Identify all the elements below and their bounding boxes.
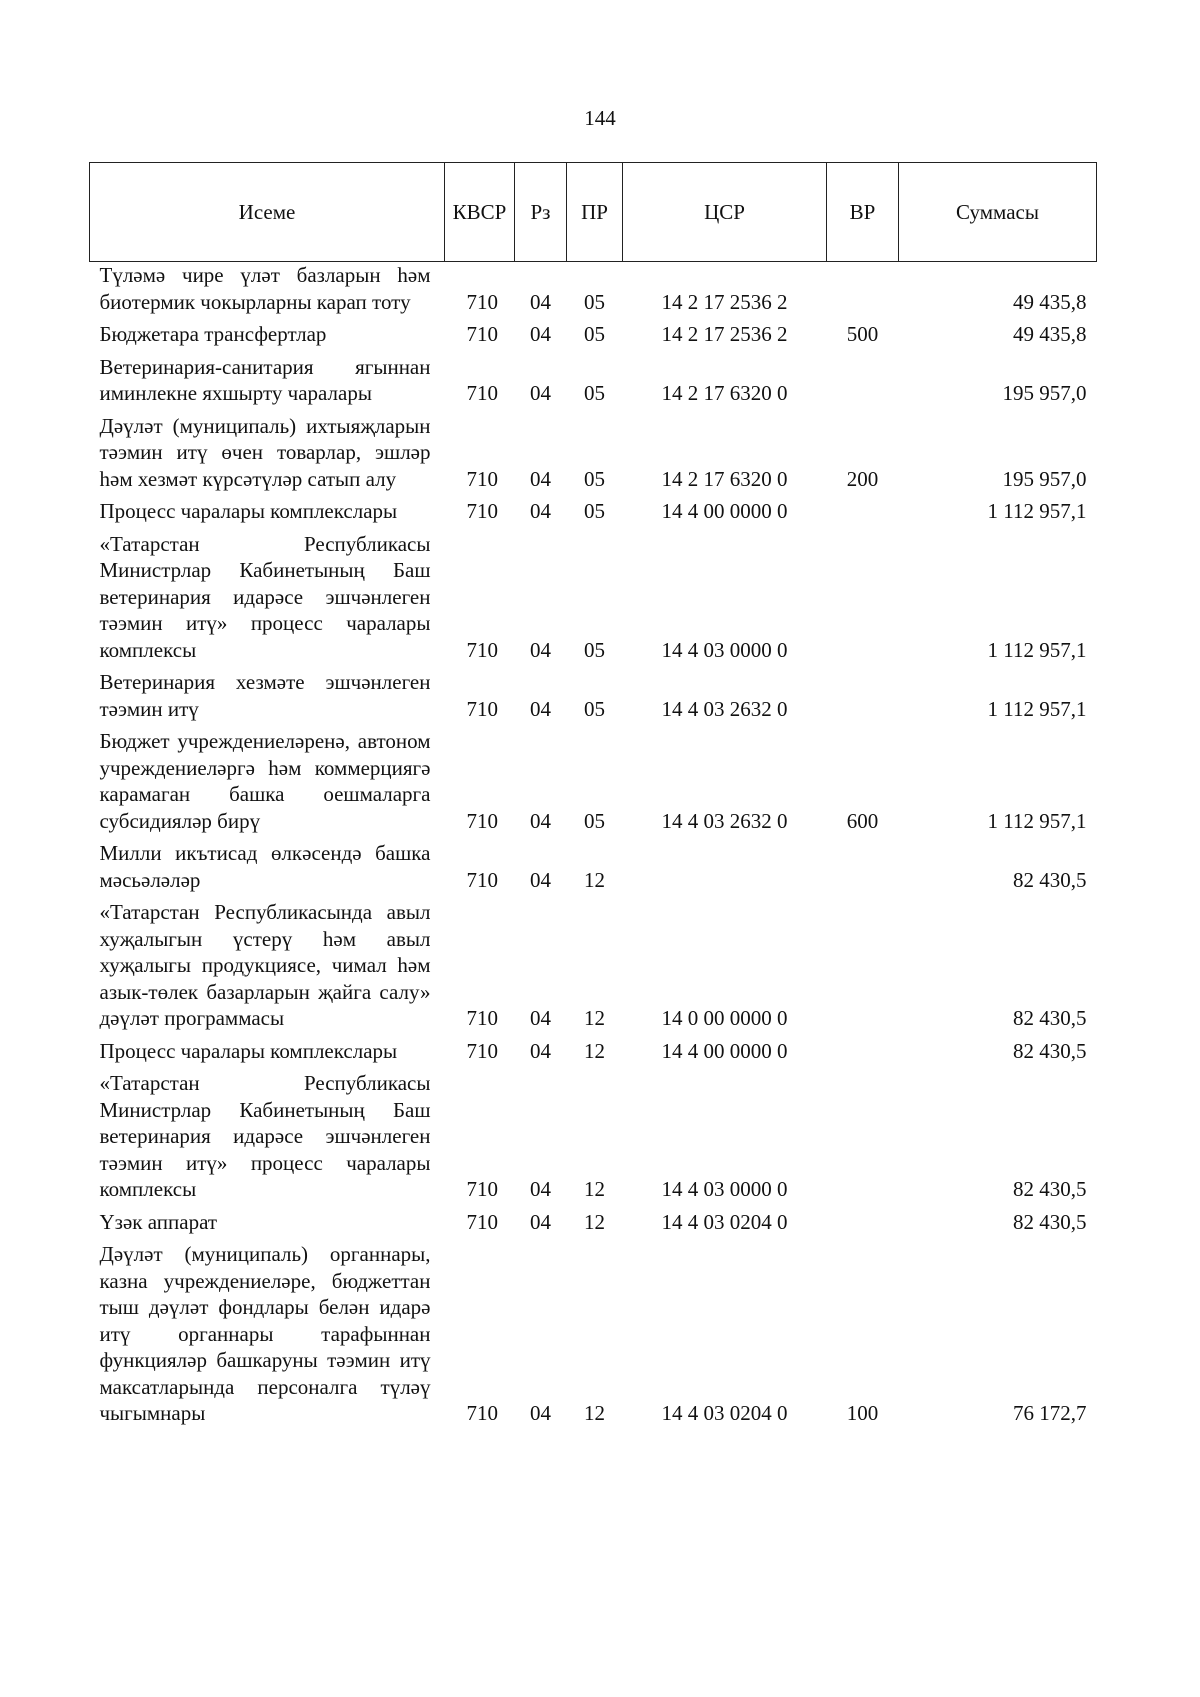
- cell-sum: 195 957,0: [1002, 466, 1087, 491]
- header-sum: Суммасы: [899, 163, 1097, 262]
- cell-pr: 05: [584, 696, 605, 721]
- table-row: [90, 531, 1097, 670]
- cell-vr: [827, 354, 899, 413]
- cell-sum: 1 112 957,1: [987, 808, 1087, 833]
- cell-rz: 04: [530, 381, 551, 405]
- cell-pr: 05: [584, 808, 605, 833]
- cell-rz: 04: [530, 499, 551, 523]
- cell-vr: [827, 498, 899, 531]
- cell-name: Бюджет учреждениеләренә, автоном учреждениеләргә һәм коммерциягә карамаган башка оешмаларга субсидияләр бирү: [99, 729, 431, 833]
- cell-vr: 100: [846, 1401, 879, 1425]
- cell-name: Үзәк аппарат: [99, 1209, 218, 1234]
- cell-sum: 82 430,5: [1013, 1209, 1087, 1234]
- table-row: [90, 1070, 1097, 1209]
- cell-pr: 12: [584, 867, 605, 892]
- cell-vr: [827, 840, 899, 899]
- cell-rz: 04: [530, 1038, 551, 1063]
- header-pr: ПР: [567, 163, 623, 262]
- cell-name: Милли икътисад өлкәсендә башка мәсьәләләр: [99, 841, 431, 892]
- page-number: 144: [584, 106, 616, 130]
- cell-name: Дәүләт (муниципаль) органнары, казна учреждениеләре, бюджеттан тыш дәүләт фондлары белән идарә итү органнары тарафыннан функцияләр башкаруны тәэмин итү максатларында персоналга түләү чыгымнары: [99, 1242, 431, 1425]
- cell-rz: 04: [530, 867, 551, 892]
- cell-kvsr: 710: [466, 1177, 498, 1201]
- cell-csr: 14 2 17 6320 0: [661, 466, 788, 491]
- cell-sum: 195 957,0: [1002, 381, 1087, 405]
- cell-name: Бюджетара трансфертлар: [99, 322, 327, 346]
- cell-kvsr: 710: [466, 1006, 498, 1030]
- cell-vr: [827, 899, 899, 1038]
- cell-name: Ветеринария хезмәте эшчәнлеген тәэмин итү: [99, 670, 431, 721]
- table-row: [90, 1209, 1097, 1242]
- cell-kvsr: 710: [466, 289, 498, 314]
- cell-pr: 12: [584, 1038, 605, 1063]
- header-name: Исеме: [90, 163, 445, 262]
- cell-vr: [827, 531, 899, 670]
- cell-name: Ветеринария-санитария ягыннан иминлекне яхшырту чаралары: [99, 354, 431, 405]
- cell-pr: 05: [584, 466, 605, 491]
- cell-vr: 600: [846, 808, 879, 833]
- cell-kvsr: 710: [466, 696, 498, 721]
- cell-sum: 82 430,5: [1013, 1038, 1087, 1063]
- cell-vr: [827, 262, 899, 322]
- cell-vr: [827, 669, 899, 728]
- table-row: [90, 413, 1097, 499]
- cell-rz: 04: [530, 289, 551, 314]
- cell-csr: 14 2 17 6320 0: [661, 381, 788, 405]
- cell-csr: 14 4 03 2632 0: [661, 696, 788, 721]
- cell-name: «Татарстан Республикасы Министрлар Кабинетының Баш ветеринария идарәсе эшчәнлеген тәэмин итү» процесс чаралары комплексы: [99, 531, 431, 662]
- cell-name: «Татарстан Республикасы Министрлар Кабинетының Баш ветеринария идарәсе эшчәнлеген тәэмин итү» процесс чаралары комплексы: [99, 1071, 431, 1201]
- cell-rz: 04: [530, 1006, 551, 1030]
- cell-rz: 04: [530, 696, 551, 721]
- cell-csr: 14 4 00 0000 0: [661, 1038, 788, 1063]
- cell-pr: 12: [584, 1006, 605, 1030]
- table-header: [90, 163, 1097, 262]
- cell-name: Процесс чаралары комплекслары: [99, 499, 398, 523]
- cell-sum: 82 430,5: [1013, 867, 1087, 892]
- cell-rz: 04: [530, 637, 551, 662]
- cell-kvsr: 710: [466, 1038, 498, 1063]
- cell-vr: [827, 1038, 899, 1071]
- cell-kvsr: 710: [466, 808, 498, 833]
- cell-sum: 1 112 957,1: [987, 499, 1087, 523]
- cell-kvsr: 710: [466, 322, 498, 346]
- cell-pr: 05: [584, 637, 605, 662]
- table-body: [90, 262, 1097, 1433]
- cell-name: Процесс чаралары комплекслары: [99, 1038, 398, 1063]
- cell-csr: 14 2 17 2536 2: [661, 322, 788, 346]
- table-row: [90, 899, 1097, 1038]
- cell-vr: [827, 1070, 899, 1209]
- cell-vr: [827, 1209, 899, 1242]
- cell-name: «Татарстан Республикасында авыл хуҗалыгын үстерү һәм авыл хуҗалыгы продукциясе, чимал һәм азык-төлек базарларын җайга салу» дәүләт программасы: [99, 900, 431, 1030]
- table-row: [90, 728, 1097, 840]
- cell-csr: [623, 840, 827, 899]
- table-row: [90, 498, 1097, 531]
- cell-vr: 500: [846, 322, 879, 346]
- cell-rz: 04: [530, 322, 551, 346]
- cell-pr: 12: [584, 1209, 605, 1234]
- cell-csr: 14 0 00 0000 0: [661, 1006, 788, 1030]
- cell-vr: 200: [846, 466, 879, 491]
- cell-kvsr: 710: [466, 499, 498, 523]
- cell-kvsr: 710: [466, 1401, 498, 1425]
- cell-csr: 14 4 03 0000 0: [661, 637, 788, 662]
- table-row: [90, 669, 1097, 728]
- cell-csr: 14 2 17 2536 2: [661, 289, 788, 314]
- cell-pr: 05: [584, 499, 605, 523]
- cell-kvsr: 710: [466, 466, 498, 491]
- cell-rz: 04: [530, 466, 551, 491]
- table-row: [90, 262, 1097, 322]
- table-row: [90, 1038, 1097, 1071]
- table-row: [90, 840, 1097, 899]
- cell-pr: 05: [584, 322, 605, 346]
- cell-name: Түләмә чире үләт базларын һәм биотермик чокырларны карап тоту: [99, 263, 431, 314]
- cell-sum: 82 430,5: [1013, 1177, 1087, 1201]
- cell-rz: 04: [530, 808, 551, 833]
- cell-pr: 05: [584, 289, 605, 314]
- cell-rz: 04: [530, 1401, 551, 1425]
- cell-csr: 14 4 03 2632 0: [661, 808, 788, 833]
- header-vr: ВР: [827, 163, 899, 262]
- header-csr: ЦСР: [623, 163, 827, 262]
- cell-sum: 1 112 957,1: [987, 696, 1087, 721]
- cell-pr: 12: [584, 1401, 605, 1425]
- cell-kvsr: 710: [466, 1209, 498, 1234]
- cell-csr: 14 4 03 0204 0: [661, 1209, 788, 1234]
- table-row: [90, 354, 1097, 413]
- cell-sum: 49 435,8: [1013, 289, 1087, 314]
- budget-table: [89, 162, 1097, 1433]
- cell-csr: 14 4 03 0204 0: [661, 1401, 788, 1425]
- cell-sum: 49 435,8: [1013, 322, 1087, 346]
- cell-name: Дәүләт (муниципаль) ихтыяҗларын тәэмин итү өчен товарлар, эшләр һәм хезмәт күрсәтүләр сатып алу: [99, 413, 431, 491]
- table-row: [90, 1241, 1097, 1433]
- cell-rz: 04: [530, 1177, 551, 1201]
- cell-kvsr: 710: [466, 381, 498, 405]
- cell-pr: 05: [584, 381, 605, 405]
- cell-kvsr: 710: [466, 867, 498, 892]
- cell-csr: 14 4 03 0000 0: [661, 1177, 788, 1201]
- cell-pr: 12: [584, 1177, 605, 1201]
- cell-sum: 82 430,5: [1013, 1006, 1087, 1030]
- table-row: [90, 321, 1097, 354]
- cell-sum: 76 172,7: [1013, 1401, 1087, 1425]
- cell-csr: 14 4 00 0000 0: [661, 499, 788, 523]
- cell-rz: 04: [530, 1209, 551, 1234]
- header-rz: Рз: [515, 163, 567, 262]
- header-kvsr: КВСР: [445, 163, 515, 262]
- cell-sum: 1 112 957,1: [987, 637, 1087, 662]
- cell-kvsr: 710: [466, 637, 498, 662]
